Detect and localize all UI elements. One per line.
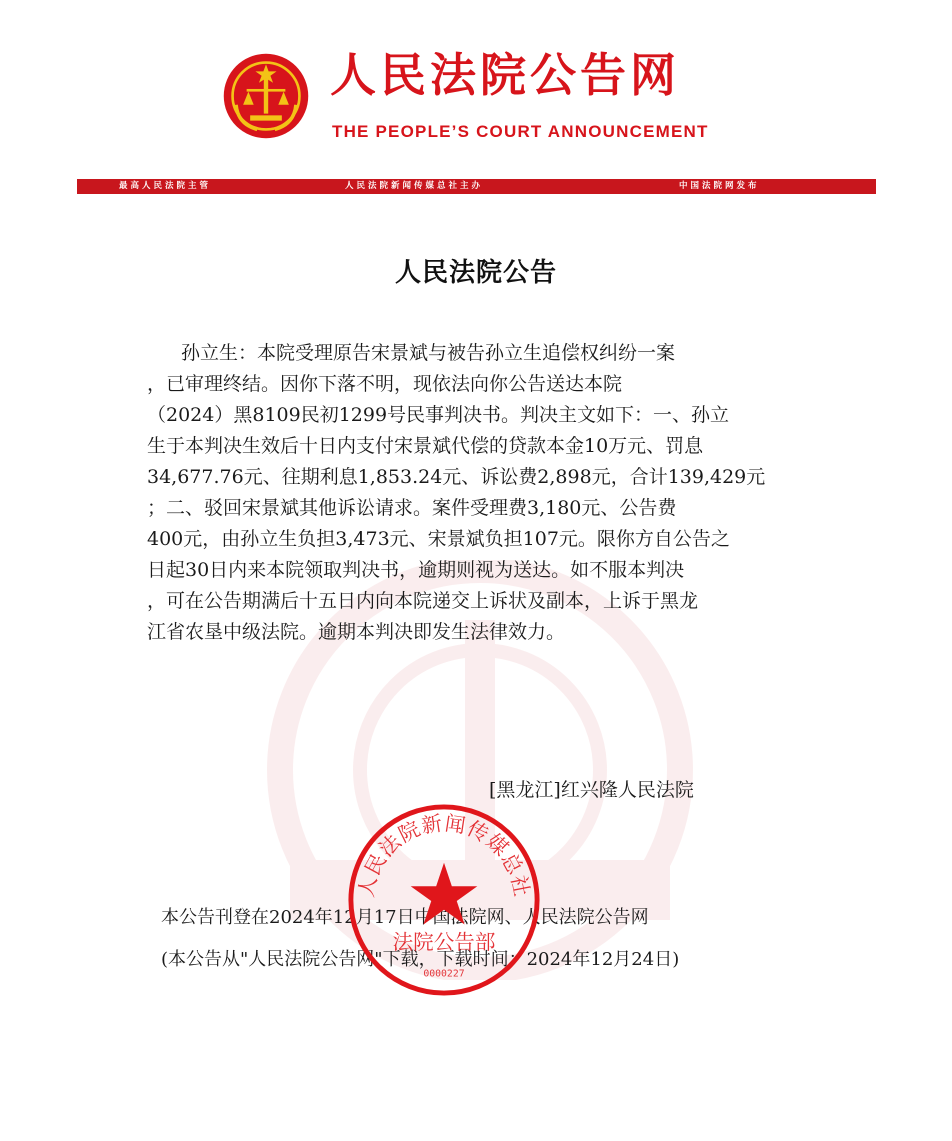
issuing-court: [黑龙江]红兴隆人民法院 [489, 779, 694, 801]
body-line: ，可在公告期满后十五日内向本院递交上诉状及副本，上诉于黑龙 [147, 590, 699, 612]
body-line: ，已审理终结。因你下落不明，现依法向你公告送达本院 [147, 373, 623, 395]
body-line: ；二、驳回宋景斌其他诉讼请求。案件受理费3,180元、公告费 [147, 497, 677, 519]
body-line: 400元，由孙立生负担3,473元、宋景斌负担107元。限你方自公告之 [147, 528, 730, 550]
site-logo-text: 人民法院公告网 [330, 48, 680, 102]
header-banner [77, 179, 876, 194]
body-line: 江省农垦中级法院。逾期本判决即发生法律效力。 [147, 621, 566, 643]
banner-publisher: 中国法院网发布 [679, 181, 760, 191]
document-title: 人民法院公告 [394, 258, 557, 288]
seal-center-text: 法院公告部 [392, 930, 496, 954]
announcement-body [147, 338, 827, 648]
body-line: 生于本判决生效后十日内支付宋景斌代偿的贷款本金10万元、罚息 [147, 435, 704, 457]
download-note: (本公告从"人民法院公告网"下载，下载时间：2024年12月24日) [161, 949, 680, 970]
seal-number: 0000227 [423, 968, 465, 980]
seal-star-icon [411, 863, 478, 925]
seal-ring-text: 人民法院新闻传媒总社 [354, 810, 534, 900]
official-seal [346, 802, 542, 998]
court-emblem-icon [222, 52, 310, 140]
body-line: 日起30日内来本院领取判决书，逾期则视为送达。如不服本判决 [147, 559, 685, 581]
publication-note: 本公告刊登在2024年12月17日中国法院网、人民法院公告网 [161, 907, 649, 928]
banner-organizer: 人民法院新闻传媒总社主办 [345, 181, 484, 191]
site-logo-english: THE PEOPLE’S COURT ANNOUNCEMENT [332, 122, 709, 141]
body-line: 34,677.76元、往期利息1,853.24元、诉讼费2,898元，合计139,429元 [147, 466, 766, 488]
body-line: （2024）黑8109民初1299号民事判决书。判决主文如下：一、孙立 [147, 404, 730, 426]
banner-supervisor: 最高人民法院主管 [119, 181, 212, 191]
body-line: 孙立生：本院受理原告宋景斌与被告孙立生追偿权纠纷一案 [181, 342, 676, 364]
